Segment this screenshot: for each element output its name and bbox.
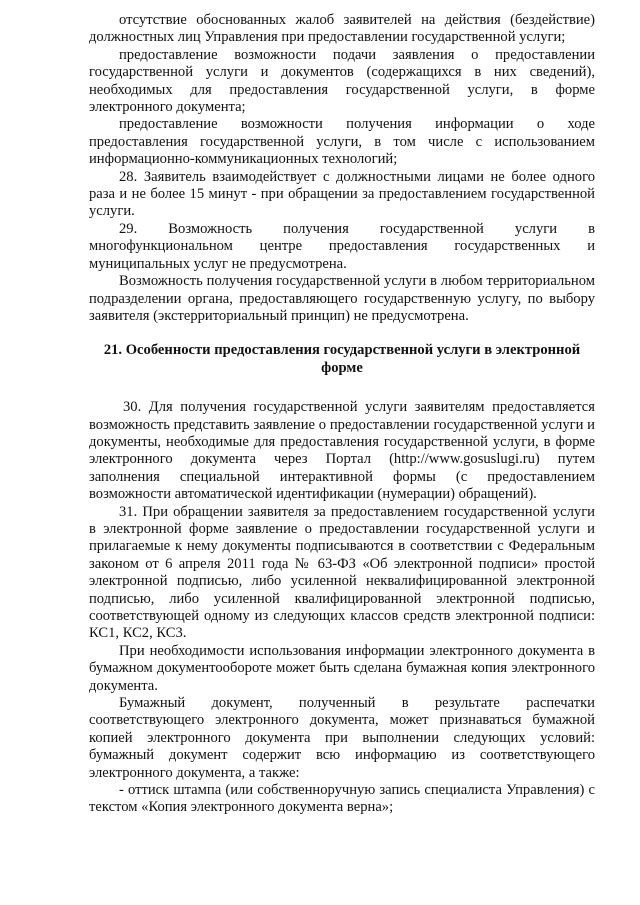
paragraph-paper-document-conditions: Бумажный документ, полученный в результате распечатки соответствующего электронного документа, может признаваться бумажной копией электронного документа при выполнении следующих условий: бумажный документ содержит всю информацию из соответствующего электронного документа, а также: bbox=[89, 695, 595, 781]
paragraph-no-complaints: отсутствие обоснованных жалоб заявителей на действия (бездействие) должностных лиц Управления при предоставлении государственной услуги; bbox=[89, 12, 595, 46]
paragraph-28: 28. Заявитель взаимодействует с должностными лицами не более одного раза и не более 15 минут - при обращении за предоставлением государственной услуги. bbox=[89, 168, 595, 220]
paragraph-29: 29. Возможность получения государственной услуги в многофункциональном центре предоставления государственных и муниципальных услуг не предусмотрена. bbox=[89, 220, 595, 272]
paragraph-extraterritorial: Возможность получения государственной услуги в любом территориальном подразделении органа, предоставляющего государственную услугу, по выбору заявителя (экстерриториальный принцип) не предусмотрена. bbox=[89, 273, 595, 324]
paragraph-electronic-submission: предоставление возможности подачи заявления о предоставлении государственной услуги и документов (содержащихся в них сведений), необходимых для предоставления государственной услуги, в форме электронного документа; bbox=[89, 46, 595, 116]
section-heading: 21. Особенности предоставления государственной услуги в электронной форме bbox=[103, 342, 581, 376]
document-page bbox=[89, 12, 595, 817]
list-item-stamp: - оттиск штампа (или собственноручную запись специалиста Управления) с текстом «Копия электронного документа верна»; bbox=[89, 782, 595, 816]
paragraph-paper-copy: При необходимости использования информации электронного документа в бумажном документообороте может быть сделана бумажная копия электронного документа. bbox=[89, 642, 595, 694]
paragraph-30: 30. Для получения государственной услуги заявителям предоставляется возможность представить заявление о предоставлении государственной услуги и документы, необходимые для предоставления государственной услуги, в форме электронного документа через Портал (http://www.gosuslugi.ru) путем заполнения специальной интерактивной формы (с предоставлением возможности автоматической идентификации (нумерации) обращений). bbox=[89, 399, 595, 503]
paragraph-31: 31. При обращении заявителя за предоставлением государственной услуги в электронной форме заявление о предоставлении государственной услуги и прилагаемые к нему документы подписываются в соответствии с Федеральным законом от 6 апреля 2011 года № 63-ФЗ «Об электронной подписи» простой электронной подписью, либо усиленной неквалифицированной электронной подписью, либо усиленной квалифицированной электронной подписью, соответствующей одному из следующих классов средств электронной подписи: КС1, КС2, КС3. bbox=[89, 503, 595, 642]
paragraph-status-information: предоставление возможности получения информации о ходе предоставления государственной услуги, в том числе с использованием информационно-коммуникационных технологий; bbox=[89, 116, 595, 168]
